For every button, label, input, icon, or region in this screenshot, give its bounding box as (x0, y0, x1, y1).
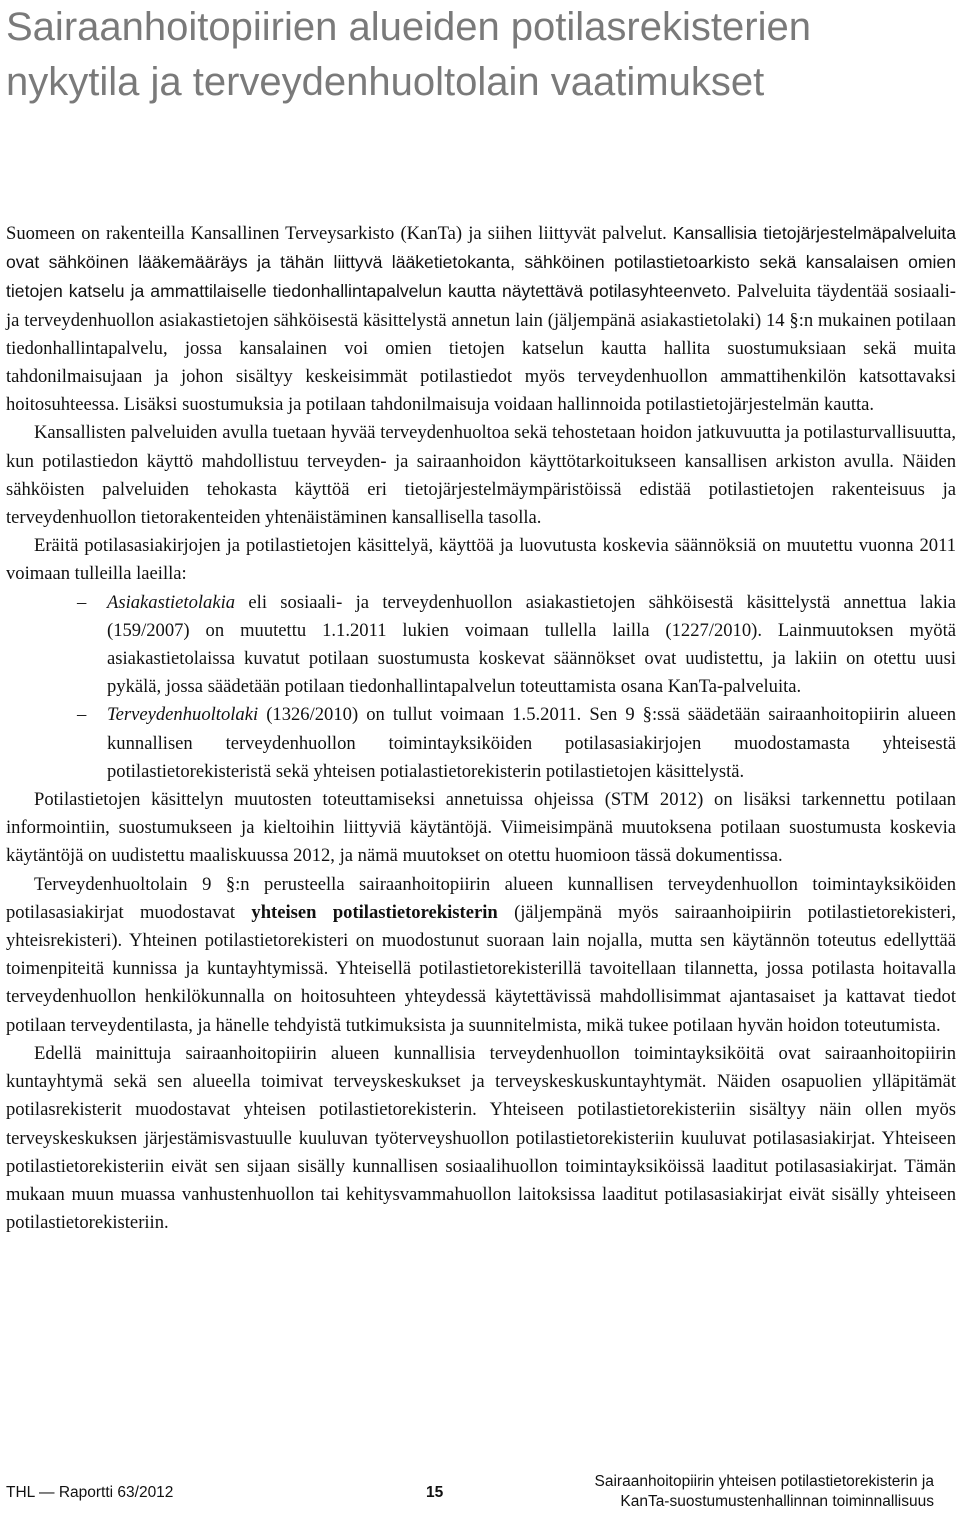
intro-services-sentence: Kansallisia tietojärjestelmäpalveluita ovat sähköinen lääkemääräys ja tähän liittyvä lääketietokanta, sähköinen potilastietoarkisto sekä kansalaisen omien tietojen katselu ja ammattilaiselle tiedonhallintapalvelun kautta näytettävä potilasyhteenveto. (6, 223, 956, 302)
law-name: Terveydenhuoltolaki (107, 704, 259, 726)
paragraph-intro (6, 219, 956, 419)
law-list (6, 589, 956, 786)
dash-bullet: – (77, 704, 87, 726)
page-number: 15 (426, 1484, 444, 1501)
page-footer (0, 1470, 960, 1513)
footer-title-line-1: Sairaanhoitopiirin yhteisen potilastietorekisterin ja (594, 1473, 934, 1490)
paragraph-law-changes: Eräitä potilasasiakirjojen ja potilastietojen käsittelyä, käyttöä ja luovutusta koskevia säännöksiä on muutettu vuonna 2011 voimaan tulleilla laeilla: (6, 535, 956, 585)
list-item (6, 701, 956, 786)
paragraph-guidance: Potilastietojen käsittelyn muutosten toteuttamiseksi annetuissa ohjeissa (STM 2012) on lisäksi tarkennettu potilaan informointiin, suostumukseen ja kieltoihin liittyviä käytäntöjä. Viimeisimpänä muutoksena potilaan suostumusta koskevia käytäntöjä on uudistettu maaliskuussa 2012, ja nämä muutokset on otettu huomioon tässä dokumentissa. (6, 789, 956, 867)
paragraph-shared-register (6, 871, 956, 1040)
footer-report-title (595, 1472, 934, 1512)
list-item (6, 589, 956, 702)
paragraph-units: Edellä mainittuja sairaanhoitopiirin alueen kunnallisia terveydenhuollon toimintayksiköitä ovat sairaanhoitopiirin kuntayhtymä sekä sen alueella toimivat terveyskeskukset ja terveyskeskuskuntayhtymät. Näiden osapuolien ylläpitämät potilasrekisterit muodostavat yhteisen potilastietorekisterin. Yhteiseen potilastietorekisteriin sisältyy näin ollen myös terveyskeskuksen järjestämisvastuulle kuuluvan työterveyshuollon potilastietorekisteriin kuuluvat potilasasiakirjat. Yhteiseen potilastietorekisteriin eivät sen sijaan sisälly kunnallisen sosiaalihuollon toimintayksiköissä laaditut potilasasiakirjat. Tämän mukaan muun muassa vanhustenhuollon tai kehitysvammahuollon laitoksissa laaditut potilasasiakirjat eivät sisälly yhteiseen potilastietorekisteriin. (6, 1042, 956, 1234)
law-name: Asiakastietolakia (107, 591, 236, 613)
shared-register-term: yhteisen potilastietorekisterin (251, 901, 498, 923)
dash-bullet: – (77, 591, 87, 613)
shared-register-before: Terveydenhuoltolain 9 §:n perusteella sairaanhoitopiirin alueen kunnallisen terveydenhuollon toimintayksiköiden potilasasiakirjat muodostavat (6, 873, 956, 923)
footer-report-id: THL — Raportti 63/2012 (6, 1484, 174, 1501)
shared-register-after: (jäljempänä myös sairaanhoipiirin potilastietorekisteri, yhteisrekisteri). Yhteinen potilastietorekisteri on muodostunut suoraan lain nojalla, mutta sen käytännön toteutus edellyttää toimenpiteitä kunnissa ja kuntayhtymissä. Yhteisellä potilastietorekisterillä tavoitellaan tilannetta, jossa potilasta hoitavalla terveydenhuollon henkilökunnalla on hoitosuhteen yhteydessä käytettävissä mahdollisimmat ajantasaiset ja kattavat tiedot potilaan terveydentilasta, ja hänelle tehdyistä tutkimuksista ja suunnitelmista, mikä tukee potilaan hyvän hoidon toteutumista. (6, 901, 956, 1036)
paragraph-national-services: Kansallisten palveluiden avulla tuetaan hyvää terveydenhuoltoa sekä tehostetaan hoidon jatkuvuutta ja potilasturvallisuutta, kun potilastiedon käyttö mahdollistuu terveyden- ja sairaanhoidon käyttötarkoitukseen kansallisen arkiston avulla. Näiden sähköisten palveluiden tehokasta käyttöä eri tietojärjestelmäympäristöissä edistää potilastietojen rakenteisuus ja terveydenhuollon tietorakenteiden yhtenäistäminen kansallisella tasolla. (6, 422, 956, 529)
page-title: Sairaanhoitopiirien alueiden potilasrekisterien nykytila ja terveydenhuoltolain vaatimukset (6, 5, 811, 104)
document-body (6, 219, 956, 1237)
footer-title-line-2: KanTa-suostumustenhallinnan toiminnallisuus (620, 1493, 934, 1510)
list-item-text: (1326/2010) on tullut voimaan 1.5.2011. Sen 9 §:ssä säädetään sairaanhoitopiirin alueen kunnallisen terveydenhuollon toimintayksiköiden potilasasiakirjojen muodostamasta yhteisestä potilastietorekisteristä sekä yhteisen potialastietorekisterin potilastietojen käsittelystä. (107, 704, 956, 782)
intro-sentence: Suomeen on rakenteilla Kansallinen Terveysarkisto (KanTa) ja siihen liittyvät palvelut. (6, 223, 667, 244)
list-item-text: eli sosiaali- ja terveydenhuollon asiakastietojen sähköisestä käsittelystä annettua lakia (159/2007) on muutettu 1.1.2011 lukien voimaan tullella lailla (1227/2010). Lainmuutoksen myötä asiakastietolaissa kuvatut potilaan suostumusta koskevat säännökset ovat uudistettu, ja lakiin on otettu uusi pykälä, jossa säädetään potilaan tiedonhallintapalvelun toteuttamista osana KanTa-palveluita. (107, 591, 956, 698)
intro-rest: Palveluita täydentää sosiaali- ja terveydenhuollon asiakastietojen sähköisestä käsittelystä annetun lain (jäljempänä asiakastietolaki) 14 §:n mukainen potilaan tiedonhallintapalvelu, jossa kansalainen voi omien tietojen katselun kautta hallita suostumuksiaan sekä muita tahdonilmaisujaan ja johon sisältyy keskeisimmät potilastiedot myös terveydenhuollon ammattihenkilön katsottavaksi hoitosuhteessa. Lisäksi suostumuksia ja potilaan tahdonilmaisuja voidaan hallinnoida potilastietojärjestelmän kautta. (6, 281, 956, 416)
